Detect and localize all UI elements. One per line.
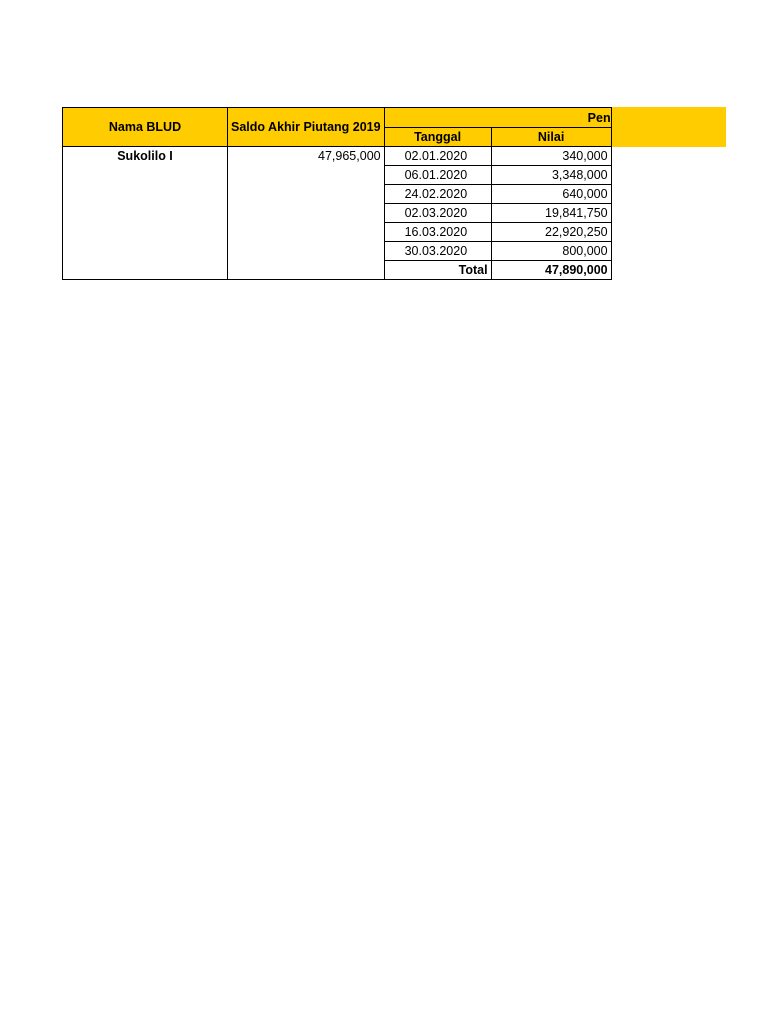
header-group-pen[interactable]: Pen	[384, 108, 611, 128]
cell-nama-blud[interactable]: Sukolilo I	[63, 147, 228, 280]
cell-tanggal[interactable]: 16.03.2020	[384, 223, 491, 242]
header-saldo-akhir[interactable]: Saldo Akhir Piutang 2019	[228, 108, 385, 147]
header-tanggal[interactable]: Tanggal	[384, 128, 491, 147]
table-row	[63, 147, 612, 166]
cell-tanggal[interactable]: 06.01.2020	[384, 166, 491, 185]
cell-nilai[interactable]: 340,000	[491, 147, 611, 166]
cell-tanggal[interactable]: 02.03.2020	[384, 204, 491, 223]
cell-nilai[interactable]: 3,348,000	[491, 166, 611, 185]
cell-nilai[interactable]: 22,920,250	[491, 223, 611, 242]
cell-nilai[interactable]: 19,841,750	[491, 204, 611, 223]
header-fill-overflow	[607, 107, 726, 147]
cell-saldo-akhir[interactable]: 47,965,000	[228, 147, 385, 280]
cell-total-label[interactable]: Total	[384, 261, 491, 280]
cell-total-value[interactable]: 47,890,000	[491, 261, 611, 280]
cell-tanggal[interactable]: 24.02.2020	[384, 185, 491, 204]
cell-tanggal[interactable]: 30.03.2020	[384, 242, 491, 261]
cell-nilai[interactable]: 640,000	[491, 185, 611, 204]
header-nama-blud[interactable]: Nama BLUD	[63, 108, 228, 147]
cell-tanggal[interactable]: 02.01.2020	[384, 147, 491, 166]
header-nilai[interactable]: Nilai	[491, 128, 611, 147]
header-row-top	[63, 108, 612, 128]
cell-nilai[interactable]: 800,000	[491, 242, 611, 261]
piutang-table	[62, 107, 612, 280]
